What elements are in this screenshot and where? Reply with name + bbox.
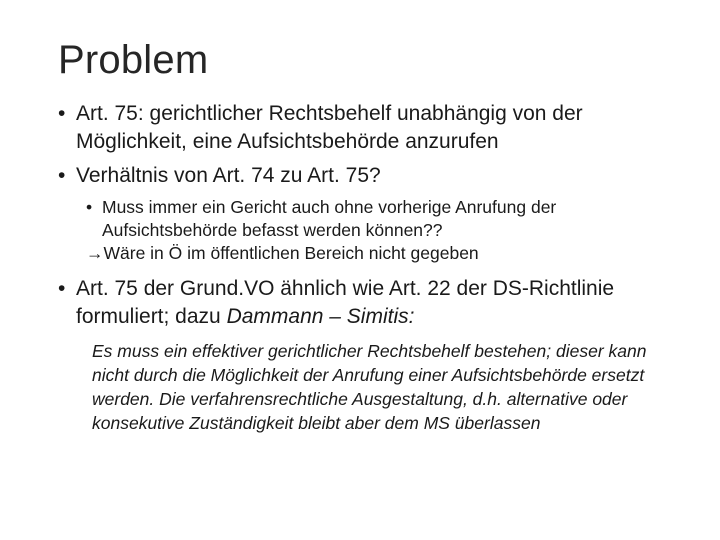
bullet-dot: •	[58, 102, 66, 125]
sub-bullet-item	[86, 196, 678, 242]
bullet-item-2	[58, 162, 678, 190]
citation-quote: Es muss ein effektiver gerichtlicher Rechtsbehelf bestehen; dieser kann nicht durch die Möglichkeit der Anrufung einer Aufsichtsbehörde ersetzt werden. Die verfahrensrechtliche Ausgestaltung, d.h. alternative oder konsekutive Zuständigkeit bleibt aber dem MS überlassen	[92, 341, 647, 433]
citation-author: Dammann – Simitis	[226, 305, 409, 328]
slide-content	[58, 100, 678, 435]
slide-title: Problem	[58, 38, 209, 82]
bullet-text-3-suffix: :	[408, 305, 415, 328]
arrow-note	[86, 242, 678, 265]
bullet-item-3	[58, 275, 678, 331]
bullet-text-2: Verhältnis von Art. 74 zu Art. 75?	[76, 164, 381, 187]
sub-bullet-dot: •	[86, 197, 93, 217]
bullet-dot: •	[58, 164, 66, 187]
bullet-item-1	[58, 100, 678, 156]
bullet-dot: •	[58, 277, 66, 300]
arrow-right-icon: →	[86, 243, 104, 263]
arrow-note-text: Wäre in Ö im öffentlichen Bereich nicht gegeben	[103, 243, 479, 263]
bullet-text-1: Art. 75: gerichtlicher Rechtsbehelf unabhängig von der Möglichkeit, eine Aufsichtsbehörde anzurufen	[76, 102, 583, 153]
sub-bullet-text: Muss immer ein Gericht auch ohne vorherige Anrufung der Aufsichtsbehörde befasst werden können??	[102, 197, 557, 240]
bullet-text-3-prefix: Art. 75 der Grund.VO ähnlich wie Art. 22 der DS-Richtlinie formuliert; dazu	[76, 277, 615, 328]
